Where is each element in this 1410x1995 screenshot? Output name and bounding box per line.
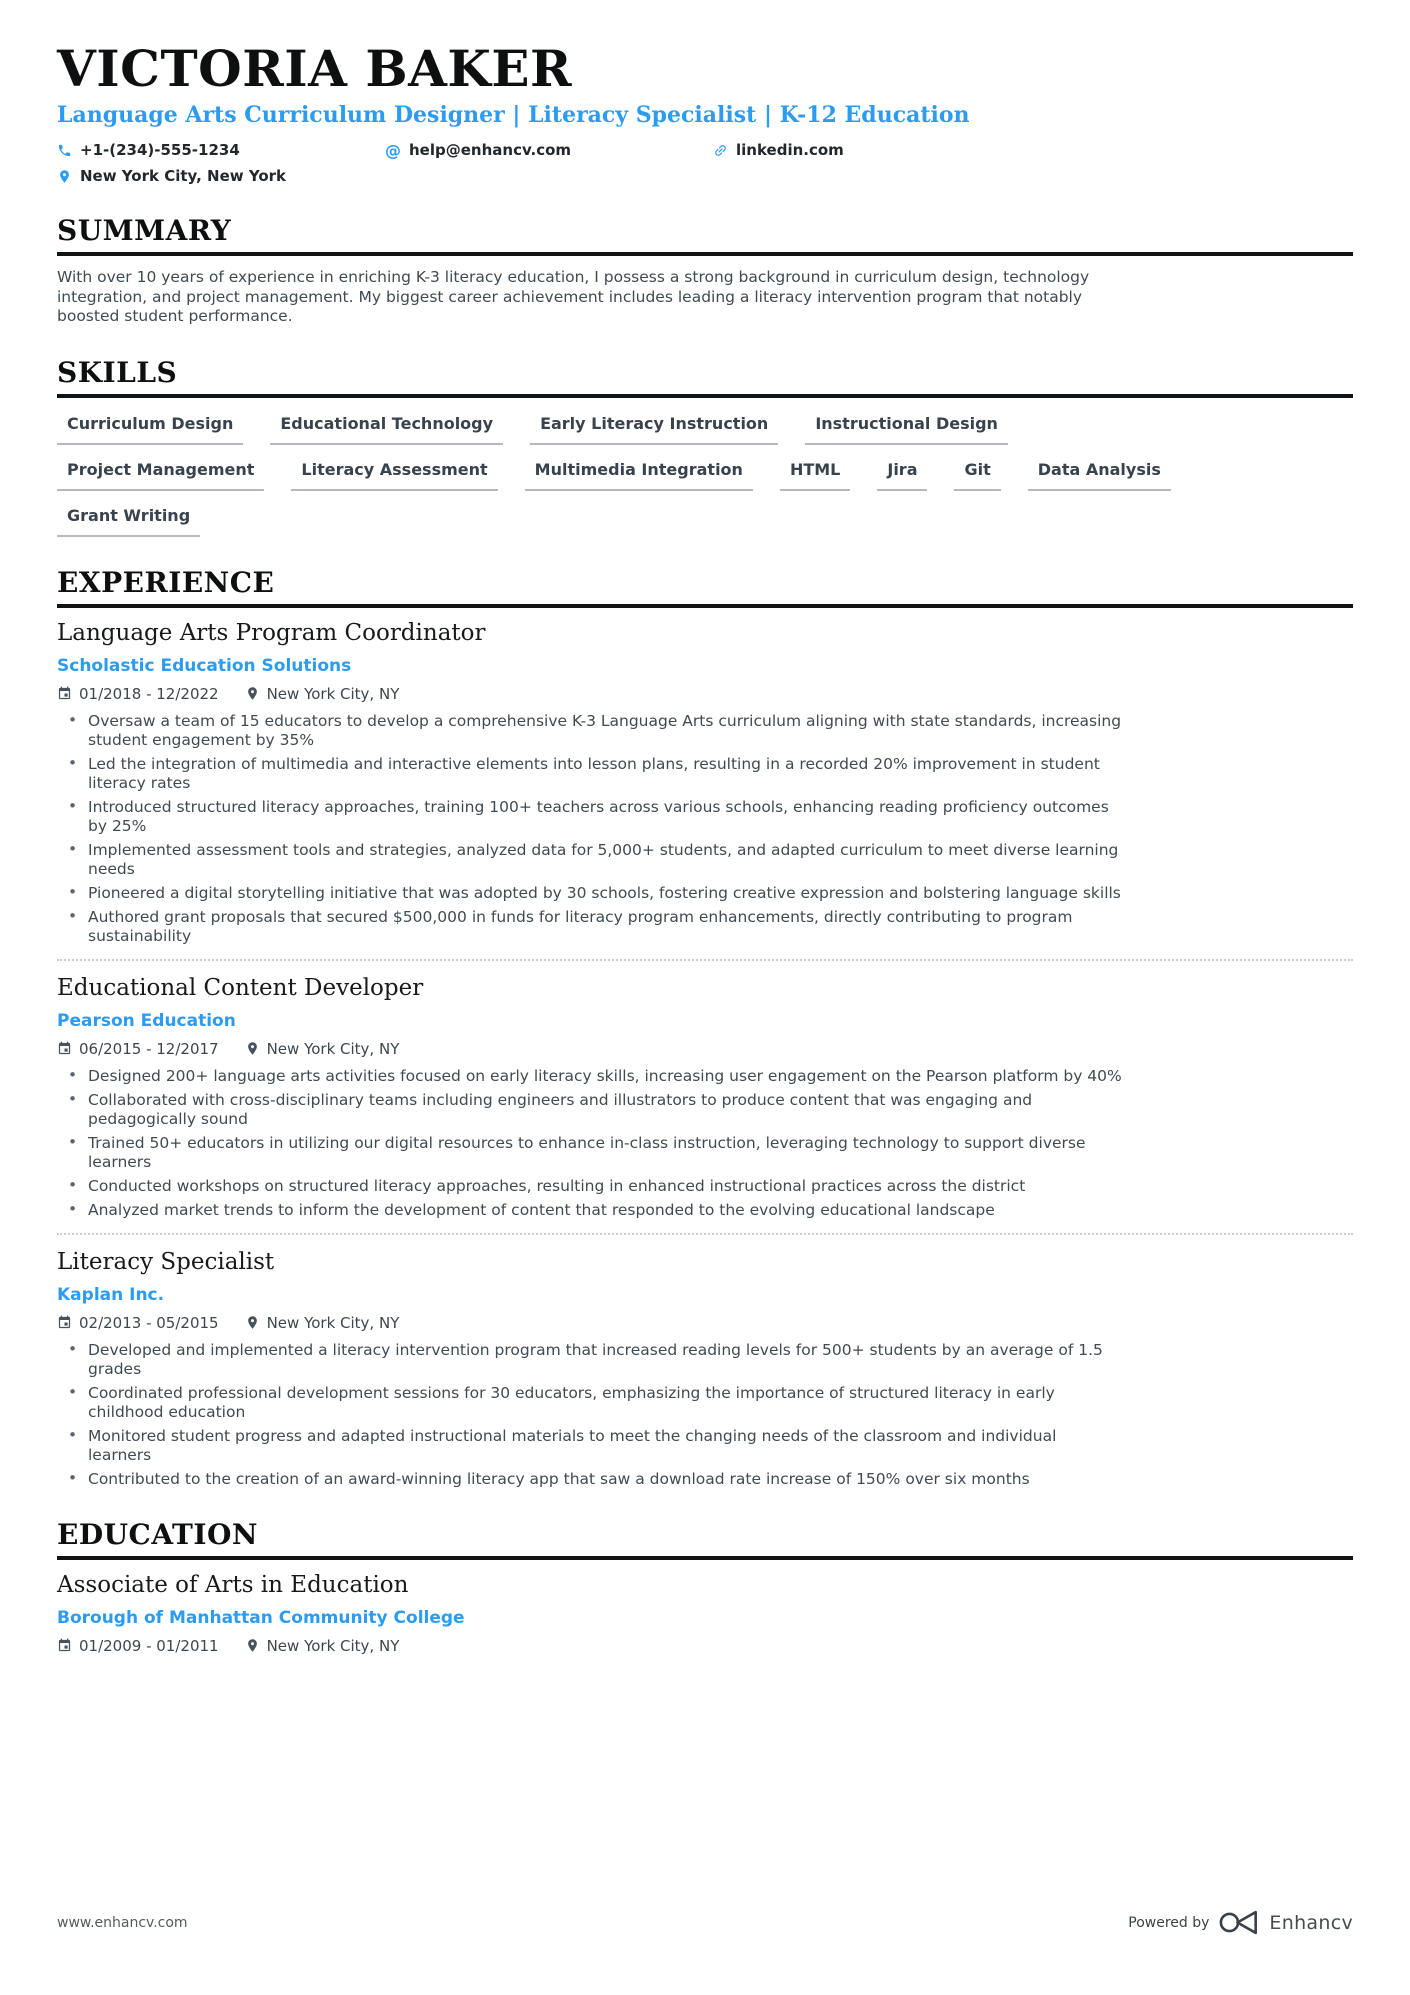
job-dates-text: 06/2015 - 12/2017 — [79, 1039, 219, 1058]
skills-list — [57, 414, 1353, 537]
skills-row — [57, 460, 1353, 491]
job-meta-row — [57, 1314, 1353, 1332]
skill-tag: Instructional Design — [805, 414, 1008, 445]
education-meta-row — [57, 1637, 1353, 1655]
experience-heading: EXPERIENCE — [57, 566, 1353, 608]
enhancv-url[interactable]: www.enhancv.com — [57, 1914, 188, 1931]
job-bullet: • Introduced structured literacy approaches, training 100+ teachers across various schools, enhancing reading proficiency outcomes by 25% — [57, 798, 1122, 836]
powered-by-label: Powered by — [1128, 1914, 1210, 1931]
enhancv-logo-icon — [1219, 1910, 1259, 1935]
location-text: New York City, New York — [80, 167, 287, 185]
degree-title: Associate of Arts in Education — [57, 1571, 409, 1598]
summary-section — [57, 214, 1353, 327]
calendar-icon — [57, 1315, 72, 1330]
calendar-icon — [57, 686, 72, 701]
page-title: VICTORIA BAKER — [57, 39, 573, 98]
calendar-icon — [57, 1041, 72, 1056]
resume-header — [57, 39, 1353, 185]
location-pin-icon — [245, 1315, 260, 1330]
contact-row — [57, 141, 1353, 159]
company-name: Kaplan Inc. — [57, 1284, 165, 1305]
job-location — [245, 1314, 400, 1332]
skill-tag: Project Management — [57, 460, 264, 491]
skill-tag: Jira — [877, 460, 927, 491]
job-title: Educational Content Developer — [57, 974, 424, 1001]
job-bullet: • Designed 200+ language arts activities focused on early literacy skills, increasing user engagement on the Pearson platform by 40% — [57, 1067, 1122, 1086]
job-bullet: • Implemented assessment tools and strategies, analyzed data for 5,000+ students, and adapted curriculum to meet diverse learning needs — [57, 841, 1122, 879]
job-location — [245, 1040, 400, 1058]
enhancv-brand: Enhancv — [1269, 1911, 1353, 1934]
skill-tag: Literacy Assessment — [291, 460, 497, 491]
company-name: Pearson Education — [57, 1010, 236, 1031]
skill-tag: Grant Writing — [57, 506, 200, 537]
summary-text: With over 10 years of experience in enriching K-3 literacy education, I possess a strong background in curriculum design, technology integration, and project management. My biggest career achievement includes leading a literacy intervention program that notably boosted student performance. — [57, 268, 1090, 325]
job-location-text: New York City, NY — [266, 1313, 400, 1332]
phone-icon — [57, 143, 72, 158]
skill-tag: Git — [954, 460, 1000, 491]
job-dates — [57, 1314, 219, 1332]
job-location — [245, 685, 400, 703]
education-heading: EDUCATION — [57, 1518, 1353, 1560]
job-bullet: • Developed and implemented a literacy intervention program that increased reading levels for 500+ students by an average of 1.5 grades — [57, 1341, 1122, 1379]
linkedin-text: linkedin.com — [736, 141, 844, 159]
location-pin-icon — [245, 686, 260, 701]
at-icon: @ — [385, 140, 401, 160]
education-entry — [57, 1572, 1353, 1655]
skill-tag: Multimedia Integration — [525, 460, 753, 491]
link-icon — [710, 139, 731, 160]
job-bullet: • Collaborated with cross-disciplinary teams including engineers and illustrators to produce content that was engaging and pedagogically sound — [57, 1091, 1122, 1129]
job-meta-row — [57, 1040, 1353, 1058]
job-dates-text: 01/2018 - 12/2022 — [79, 684, 219, 703]
job-dates — [57, 1040, 219, 1058]
job-title: Language Arts Program Coordinator — [57, 619, 486, 646]
phone-text: +1-(234)-555-1234 — [80, 141, 240, 159]
job-bullet: • Contributed to the creation of an award-winning literacy app that saw a download rate increase of 150% over six months — [57, 1470, 1122, 1489]
location-pin-icon — [245, 1041, 260, 1056]
job-location-text: New York City, NY — [266, 1039, 400, 1058]
location-pin-icon — [57, 169, 72, 184]
skills-heading: SKILLS — [57, 356, 1353, 398]
phone-contact — [57, 141, 385, 159]
jobs-list — [57, 618, 1353, 1489]
location-row — [57, 167, 1353, 185]
page-footer — [57, 1910, 1353, 1935]
job-entry — [57, 1233, 1353, 1489]
job-bullet: • Conducted workshops on structured literacy approaches, resulting in enhanced instructional practices across the district — [57, 1177, 1122, 1196]
job-headline: Language Arts Curriculum Designer | Literacy Specialist | K-12 Education — [57, 102, 970, 128]
email-text: help@enhancv.com — [409, 141, 572, 159]
job-bullets — [57, 712, 1353, 946]
location-contact — [57, 167, 286, 185]
skill-tag: Educational Technology — [270, 414, 503, 445]
skill-tag: HTML — [780, 460, 850, 491]
education-dates-text: 01/2009 - 01/2011 — [79, 1636, 219, 1655]
job-bullet: • Coordinated professional development sessions for 30 educators, emphasizing the importance of structured literacy in early childhood education — [57, 1384, 1122, 1422]
email-contact[interactable] — [385, 141, 713, 159]
linkedin-contact[interactable] — [713, 141, 844, 159]
job-dates-text: 02/2013 - 05/2015 — [79, 1313, 219, 1332]
education-location — [245, 1637, 400, 1655]
job-bullet: • Pioneered a digital storytelling initiative that was adopted by 30 schools, fostering creative expression and bolstering language skills — [57, 884, 1122, 903]
skill-tag: Early Literacy Instruction — [530, 414, 778, 445]
calendar-icon — [57, 1638, 72, 1653]
education-location-text: New York City, NY — [266, 1636, 400, 1655]
education-section — [57, 1518, 1353, 1655]
school-name: Borough of Manhattan Community College — [57, 1607, 465, 1628]
job-location-text: New York City, NY — [266, 684, 400, 703]
job-entry — [57, 959, 1353, 1220]
job-bullet: • Led the integration of multimedia and interactive elements into lesson plans, resulting in a recorded 20% improvement in student literacy rates — [57, 755, 1122, 793]
skill-tag: Curriculum Design — [57, 414, 243, 445]
education-dates — [57, 1637, 219, 1655]
skills-row — [57, 414, 1353, 445]
job-bullet: • Oversaw a team of 15 educators to develop a comprehensive K-3 Language Arts curriculum aligning with state standards, increasing student engagement by 35% — [57, 712, 1122, 750]
company-name: Scholastic Education Solutions — [57, 655, 352, 676]
job-dates — [57, 685, 219, 703]
skills-section — [57, 356, 1353, 537]
job-bullet: • Analyzed market trends to inform the development of content that responded to the evolving educational landscape — [57, 1201, 1122, 1220]
job-bullets — [57, 1341, 1353, 1489]
job-entry — [57, 618, 1353, 946]
job-bullet: • Trained 50+ educators in utilizing our digital resources to enhance in-class instruction, leveraging technology to support diverse learners — [57, 1134, 1122, 1172]
location-pin-icon — [245, 1638, 260, 1653]
job-bullet: • Authored grant proposals that secured $500,000 in funds for literacy program enhancements, directly contributing to program sustainability — [57, 908, 1122, 946]
skills-row — [57, 506, 1353, 537]
job-title: Literacy Specialist — [57, 1248, 275, 1275]
job-bullets — [57, 1067, 1353, 1220]
summary-heading: SUMMARY — [57, 214, 1353, 256]
job-bullet: • Monitored student progress and adapted instructional materials to meet the changing needs of the classroom and individual learners — [57, 1427, 1122, 1465]
skill-tag: Data Analysis — [1028, 460, 1171, 491]
experience-section — [57, 566, 1353, 1489]
powered-by — [1128, 1910, 1353, 1935]
job-meta-row — [57, 685, 1353, 703]
